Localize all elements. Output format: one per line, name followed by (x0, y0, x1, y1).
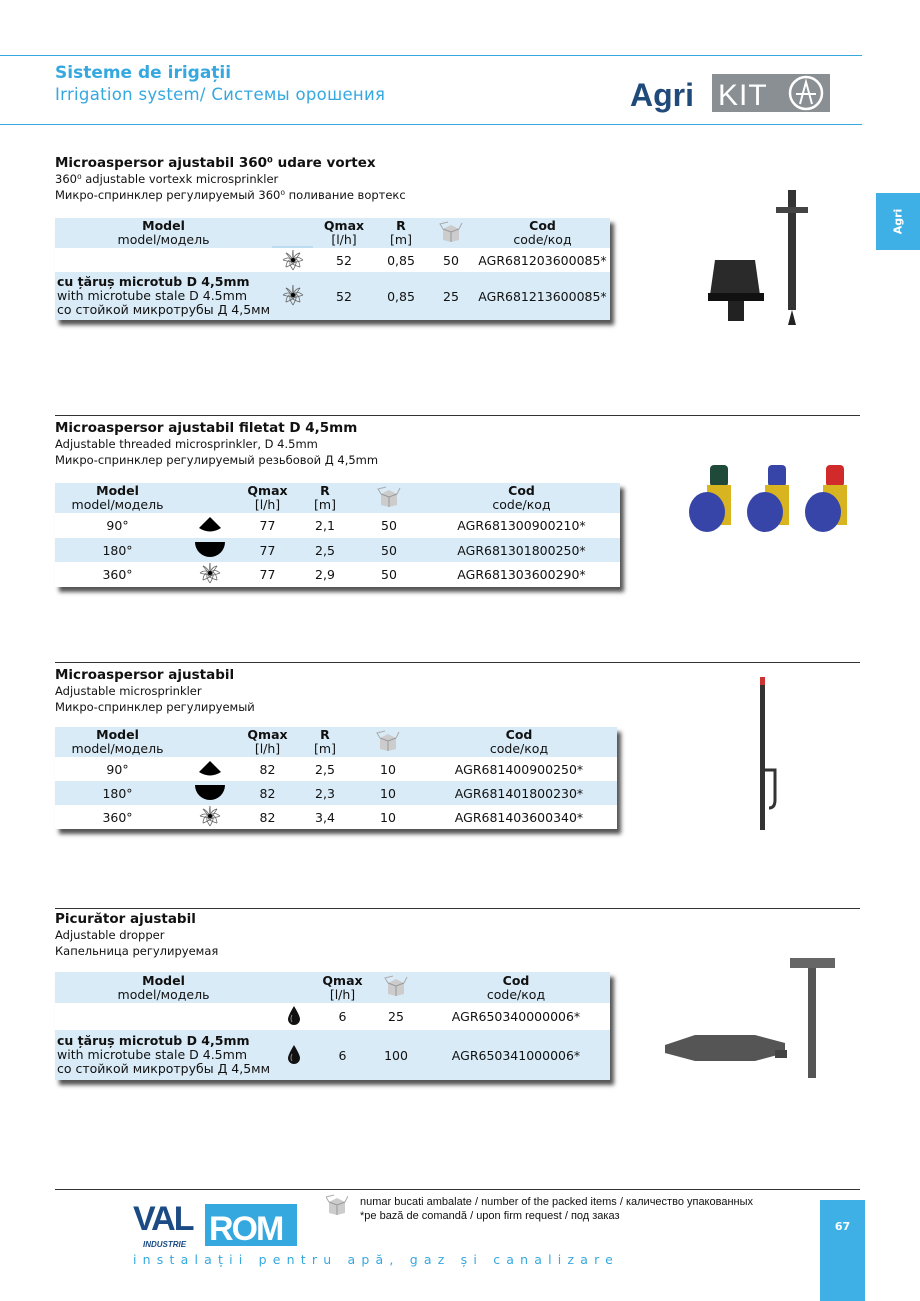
table-row (55, 1030, 610, 1080)
value-cell: 3,4 (315, 809, 335, 825)
value-cell: 2,1 (315, 518, 335, 533)
value-cell: 82 (259, 785, 276, 801)
column-header-title: Qmax (323, 219, 365, 233)
model-text: with microtube stale D 4.5mm (57, 1047, 247, 1062)
section-title: Microaspersor ajustabil filetat D 4,5mm (55, 420, 358, 436)
page-number-box (820, 1200, 865, 1301)
column-header (295, 484, 355, 512)
value-cell: 2,3 (315, 785, 335, 801)
column-header-title: Model (142, 219, 185, 233)
section-rule (55, 908, 860, 909)
model-text: 90° (106, 518, 129, 533)
svg-text:Agri: Agri (630, 77, 694, 113)
value-cell: 50 (381, 518, 397, 533)
section-rule (55, 415, 860, 416)
value-cell: 52 (336, 252, 352, 268)
model-text: со стойкой микротрубы Д 4,5мм (57, 302, 271, 317)
section-title: Picurător ajustabil (55, 911, 196, 927)
column-header (295, 728, 355, 756)
column-header-unit: [m] (390, 232, 412, 247)
section-subtitle-ru: Капельница регулируемая (55, 944, 219, 958)
vortex-icon (272, 246, 313, 275)
column-header-unit: model/модель (71, 741, 164, 756)
value-cell: 50 (381, 542, 397, 558)
column-header-title: Model (96, 484, 139, 498)
value-cell: 52 (336, 288, 352, 304)
section-title: Microaspersor ajustabil (55, 667, 235, 683)
header-top-rule (0, 55, 862, 56)
value-cell: AGR681301800250* (457, 542, 586, 558)
column-header-unit: [l/h] (254, 497, 281, 512)
box-icon (355, 486, 423, 511)
column-header (55, 484, 180, 512)
value-cell: AGR681403600340* (454, 809, 584, 825)
value-cell: 0,85 (387, 288, 415, 304)
value-cell: 82 (259, 809, 276, 825)
column-header (315, 974, 370, 1002)
value-cell: 10 (380, 785, 396, 801)
column-header (475, 219, 610, 247)
column-header-title: Cod (508, 484, 535, 498)
section-subtitle-en: Adjustable dropper (55, 928, 165, 942)
value-cell: 10 (380, 761, 396, 777)
value-cell: 0,85 (387, 252, 415, 268)
sector-180-icon (180, 540, 240, 561)
column-header-unit: model/модель (117, 986, 210, 1002)
value-cell: 77 (259, 567, 276, 582)
column-header-unit: [l/h] (331, 232, 357, 247)
svg-text:ROM: ROM (209, 1210, 283, 1248)
column-header-unit: [m] (314, 497, 336, 512)
model-cell (55, 762, 180, 777)
model-text: cu țăruș microtub D 4,5mm (57, 1034, 250, 1048)
table-header (55, 727, 617, 757)
value-cell: AGR650341000006* (451, 1047, 581, 1063)
column-header-unit: code/код (513, 232, 572, 247)
value-cell: 50 (381, 567, 397, 582)
column-header-unit: [l/h] (329, 986, 356, 1002)
table-row (55, 538, 620, 562)
value-cell: 6 (338, 1009, 347, 1024)
footer-rule (55, 1189, 860, 1190)
product-image-threaded-sprinklers (685, 460, 855, 540)
table-row (55, 1003, 610, 1030)
value-cell: 25 (443, 288, 459, 304)
section-rule (55, 662, 860, 663)
table-row (55, 248, 610, 272)
column-header (240, 484, 295, 512)
model-text: 180° (102, 542, 133, 558)
box-icon (355, 730, 421, 755)
column-header (313, 219, 375, 247)
footer-tagline: instalații pentru apă, gaz și canalizare (133, 1252, 620, 1267)
vortex-icon (180, 561, 240, 588)
column-header-title: Model (142, 973, 185, 988)
value-cell: AGR681303600290* (457, 567, 586, 582)
column-header-title: Qmax (322, 973, 363, 988)
column-header (423, 484, 620, 512)
value-cell: AGR681213600085* (478, 288, 607, 304)
model-cell (55, 567, 180, 582)
drop-icon (272, 1044, 315, 1067)
model-text: with microtube stale D 4.5mm (57, 288, 247, 303)
value-cell: 77 (259, 542, 276, 558)
section-tab-label: Agri (891, 208, 905, 235)
column-header-title: Cod (505, 728, 533, 742)
page-number: 67 (834, 1220, 851, 1233)
model-cell (55, 786, 180, 801)
sector-90-icon (180, 515, 240, 536)
table-header (55, 218, 610, 248)
svg-text:VAL: VAL (133, 1200, 193, 1238)
product-table (55, 727, 617, 829)
table-header (55, 972, 610, 1003)
model-text: 360° (102, 567, 133, 582)
table-header (55, 483, 620, 513)
product-table (55, 972, 610, 1080)
value-cell: 2,9 (315, 567, 335, 582)
table-row (55, 781, 617, 805)
column-header (375, 219, 427, 247)
header-bottom-rule (0, 124, 862, 125)
vortex-icon (180, 804, 240, 831)
column-header-unit: model/модель (71, 497, 164, 512)
box-icon (326, 1194, 348, 1216)
section-subtitle-en: 360⁰ adjustable vortexk microsprinkler (55, 172, 279, 186)
agrikit-logo (630, 68, 832, 116)
value-cell: 50 (443, 252, 459, 268)
model-cell (55, 543, 180, 558)
column-header-title: Qmax (247, 728, 288, 742)
valrom-logo (133, 1196, 299, 1250)
svg-text:KIT: KIT (718, 79, 768, 112)
table-row (55, 272, 610, 320)
section-subtitle-ru: Микро-спринклер регулируемый (55, 700, 255, 714)
value-cell: AGR650340000006* (451, 1009, 581, 1024)
table-row (55, 562, 620, 587)
column-header-title: Cod (529, 219, 556, 233)
box-icon (370, 975, 422, 1000)
legend-firm-request: *pe bază de comandă / upon firm request / под заказ (360, 1210, 620, 1222)
section-subtitle-en: Adjustable microsprinkler (55, 684, 202, 698)
column-header (55, 974, 272, 1002)
model-text: cu țăruș microtub D 4,5mm (57, 275, 250, 289)
model-text: 360° (102, 809, 133, 825)
table-row (55, 805, 617, 829)
column-header-unit: code/код (489, 741, 549, 756)
column-header (422, 974, 610, 1002)
sector-90-icon (180, 759, 240, 780)
sector-180-icon (180, 783, 240, 804)
page-title: Sisteme de irigații (55, 63, 232, 83)
box-icon (427, 221, 475, 246)
model-text: 180° (102, 785, 133, 801)
value-cell: 100 (384, 1047, 408, 1063)
svg-text:INDUSTRIE: INDUSTRIE (143, 1240, 187, 1249)
value-cell: AGR681300900210* (457, 518, 586, 533)
product-table (55, 483, 620, 587)
value-cell: 2,5 (315, 542, 335, 558)
column-header-title: R (396, 219, 406, 233)
section-subtitle-ru: Микро-спринклер регулируемый 360⁰ поливание вортекс (55, 188, 406, 202)
column-header-unit: [l/h] (254, 741, 281, 756)
section-subtitle-en: Adjustable threaded microsprinkler, D 4.5mm (55, 437, 318, 451)
value-cell: AGR681203600085* (478, 252, 607, 268)
column-header (55, 219, 272, 247)
model-cell (55, 518, 180, 533)
model-cell (55, 275, 272, 317)
product-image-vortex-sprinkler (700, 185, 820, 330)
table-row (55, 513, 620, 538)
value-cell: AGR681401800230* (454, 785, 584, 801)
column-header-unit: [m] (314, 741, 336, 756)
column-header (421, 728, 617, 756)
value-cell: 6 (338, 1047, 347, 1063)
section-tab-agri[interactable] (876, 193, 920, 250)
product-image-microsprinkler (740, 675, 790, 835)
vortex-icon (272, 283, 313, 310)
section-title: Microaspersor ajustabil 360⁰ udare vortex (55, 155, 376, 171)
column-header-unit: code/код (486, 986, 546, 1002)
column-header-title: R (320, 484, 330, 498)
column-header-unit: model/модель (117, 232, 210, 247)
value-cell: 2,5 (315, 761, 335, 777)
section-subtitle-ru: Микро-спринклер регулируемый резьбовой Д 4,5mm (55, 453, 379, 467)
model-text: со стойкой микротрубы Д 4,5мм (57, 1061, 271, 1076)
value-cell: 25 (388, 1009, 404, 1024)
model-text: 90° (106, 761, 129, 777)
column-header-title: Model (96, 728, 139, 742)
column-header (55, 728, 180, 756)
page-subtitle: Irrigation system/ Системы орошения (55, 85, 386, 104)
column-header-unit: code/код (492, 497, 551, 512)
model-cell (55, 1034, 272, 1076)
value-cell: 77 (259, 518, 276, 533)
value-cell: 82 (259, 761, 276, 777)
product-image-dropper (665, 950, 845, 1090)
legend-packed-items: numar bucati ambalate / number of the packed items / каличество упакованных (360, 1196, 754, 1208)
product-table (55, 218, 610, 320)
column-header-title: R (320, 728, 330, 742)
value-cell: AGR681400900250* (454, 761, 584, 777)
value-cell: 10 (380, 809, 396, 825)
table-row (55, 757, 617, 781)
drop-icon (272, 1005, 315, 1028)
column-header (240, 728, 295, 756)
model-cell (55, 810, 180, 825)
column-header-title: Qmax (247, 484, 288, 498)
column-header-title: Cod (502, 973, 530, 988)
